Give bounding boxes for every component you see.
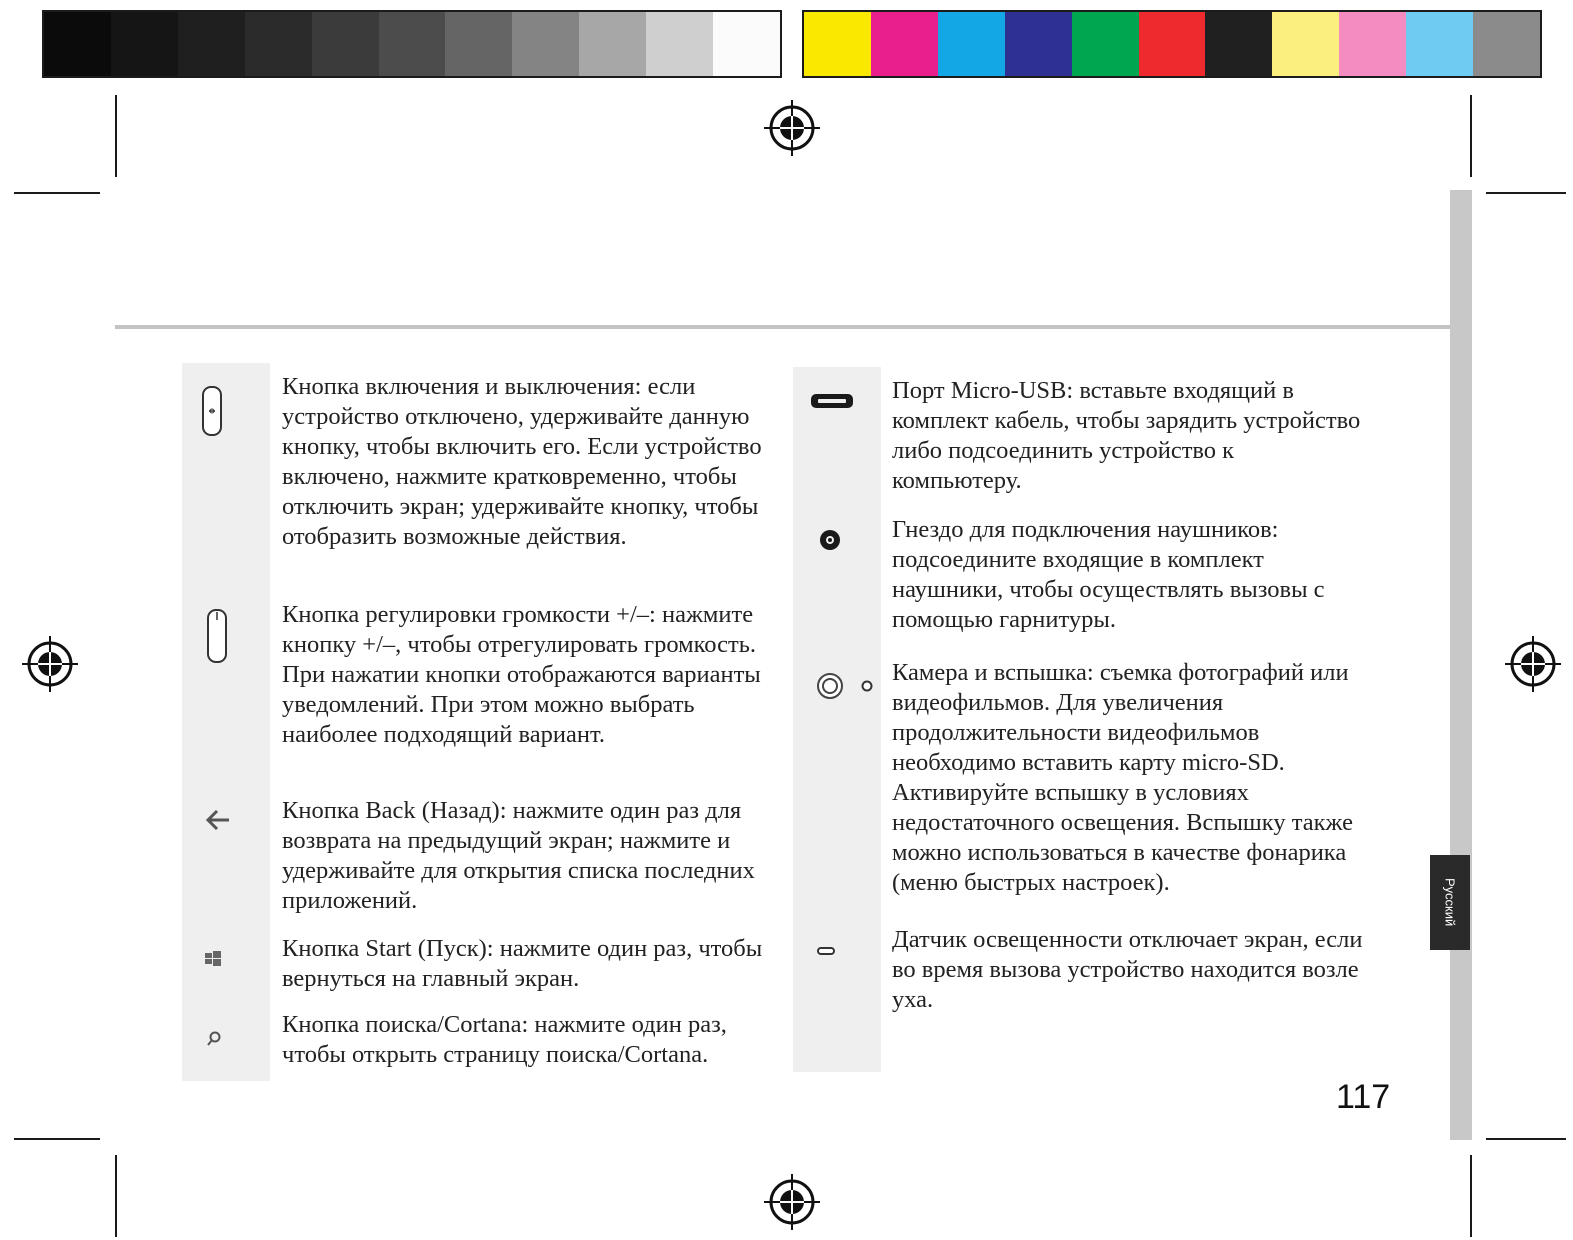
crop-mark-top-right-horizontal — [1486, 192, 1566, 194]
color-swatch — [871, 12, 938, 76]
light-sensor-icon — [816, 945, 836, 957]
camera-flash-description: Камера и вспышка: съемка фотографий или видеофильмов. Для увеличения продолжительности видеофильмов необходимо вставить карту micro-SD. Активируйте вспышку в условиях недостаточного освещения. Вспышку также можно использоваться в качестве фонарика (меню быстрых настроек). — [892, 659, 1353, 896]
grayscale-swatch — [245, 12, 312, 76]
micro-usb-description: Порт Micro-USB: вставьте входящий в комплект кабель, чтобы зарядить устройство либо подсоединить устройство к компьютеру. — [892, 377, 1361, 494]
grayscale-swatch — [579, 12, 646, 76]
grayscale-swatch — [312, 12, 379, 76]
headphone-jack-icon — [818, 528, 842, 552]
side-strip — [1450, 190, 1472, 1140]
headphone-jack-description: Гнездо для подключения наушников: подсоедините входящие в комплект наушники, чтобы осуществлять вызовы с помощью гарнитуры. — [892, 516, 1325, 633]
color-swatch — [1406, 12, 1473, 76]
color-swatch — [1339, 12, 1406, 76]
language-tab-label: Русский — [1442, 878, 1458, 927]
color-swatch — [1139, 12, 1206, 76]
back-arrow-icon — [204, 808, 232, 832]
grayscale-swatch — [44, 12, 111, 76]
crop-mark-top-right-vertical — [1470, 95, 1472, 177]
search-button-description: Кнопка поиска/Cortana: нажмите один раз, чтобы открыть страницу поиска/Cortana. — [282, 1011, 727, 1068]
crop-mark-bottom-left-horizontal — [14, 1138, 100, 1140]
grayscale-swatch — [512, 12, 579, 76]
registration-mark-right — [1503, 634, 1563, 694]
camera-flash-icon — [814, 670, 878, 702]
page-number: 117 — [1336, 1078, 1391, 1116]
color-swatch — [1072, 12, 1139, 76]
search-icon — [205, 1030, 223, 1048]
power-button-description: Кнопка включения и выключения: если устройство отключено, удерживайте данную кнопку, чтобы включить его. Если устройство включено, нажмите кратковременно, чтобы отключить экран; удерживайте кнопку, чтобы отобразить возможные действия. — [282, 373, 762, 550]
light-sensor-description: Датчик освещенности отключает экран, если во время вызова устройство находится возле уха. — [892, 926, 1363, 1013]
windows-start-icon — [204, 950, 222, 968]
color-swatch — [1272, 12, 1339, 76]
registration-mark-left — [20, 634, 80, 694]
grayscale-swatch — [111, 12, 178, 76]
registration-mark-top — [762, 98, 822, 158]
color-swatch — [1473, 12, 1540, 76]
registration-mark-bottom — [762, 1172, 822, 1232]
crop-mark-bottom-left-vertical — [115, 1155, 117, 1237]
right-icon-column — [793, 367, 881, 1072]
grayscale-swatch — [178, 12, 245, 76]
grayscale-swatch — [445, 12, 512, 76]
back-button-description: Кнопка Back (Назад): нажмите один раз для возврата на предыдущий экран; нажмите и удерживайте для открытия списка последних приложений. — [282, 797, 755, 914]
crop-mark-bottom-right-vertical — [1470, 1155, 1472, 1237]
volume-button-icon — [204, 608, 230, 664]
header-rule — [115, 325, 1450, 329]
grayscale-swatch — [646, 12, 713, 76]
color-swatch — [938, 12, 1005, 76]
color-calibration-bar — [802, 10, 1542, 78]
color-swatch — [1005, 12, 1072, 76]
grayscale-swatch — [379, 12, 446, 76]
micro-usb-port-icon — [810, 392, 854, 410]
crop-mark-top-left-horizontal — [14, 192, 100, 194]
grayscale-swatch — [713, 12, 780, 76]
crop-mark-bottom-right-horizontal — [1486, 1138, 1566, 1140]
color-swatch — [1205, 12, 1272, 76]
start-button-description: Кнопка Start (Пуск): нажмите один раз, чтобы вернуться на главный экран. — [282, 935, 763, 992]
power-button-icon — [200, 385, 224, 437]
grayscale-calibration-bar — [42, 10, 782, 78]
crop-mark-top-left-vertical — [115, 95, 117, 177]
left-icon-column — [182, 363, 270, 1081]
color-swatch — [804, 12, 871, 76]
volume-button-description: Кнопка регулировки громкости +/–: нажмите кнопку +/–, чтобы отрегулировать громкость. При нажатии кнопки отображаются варианты уведомлений. При этом можно выбрать наиболее подходящий вариант. — [282, 601, 761, 748]
